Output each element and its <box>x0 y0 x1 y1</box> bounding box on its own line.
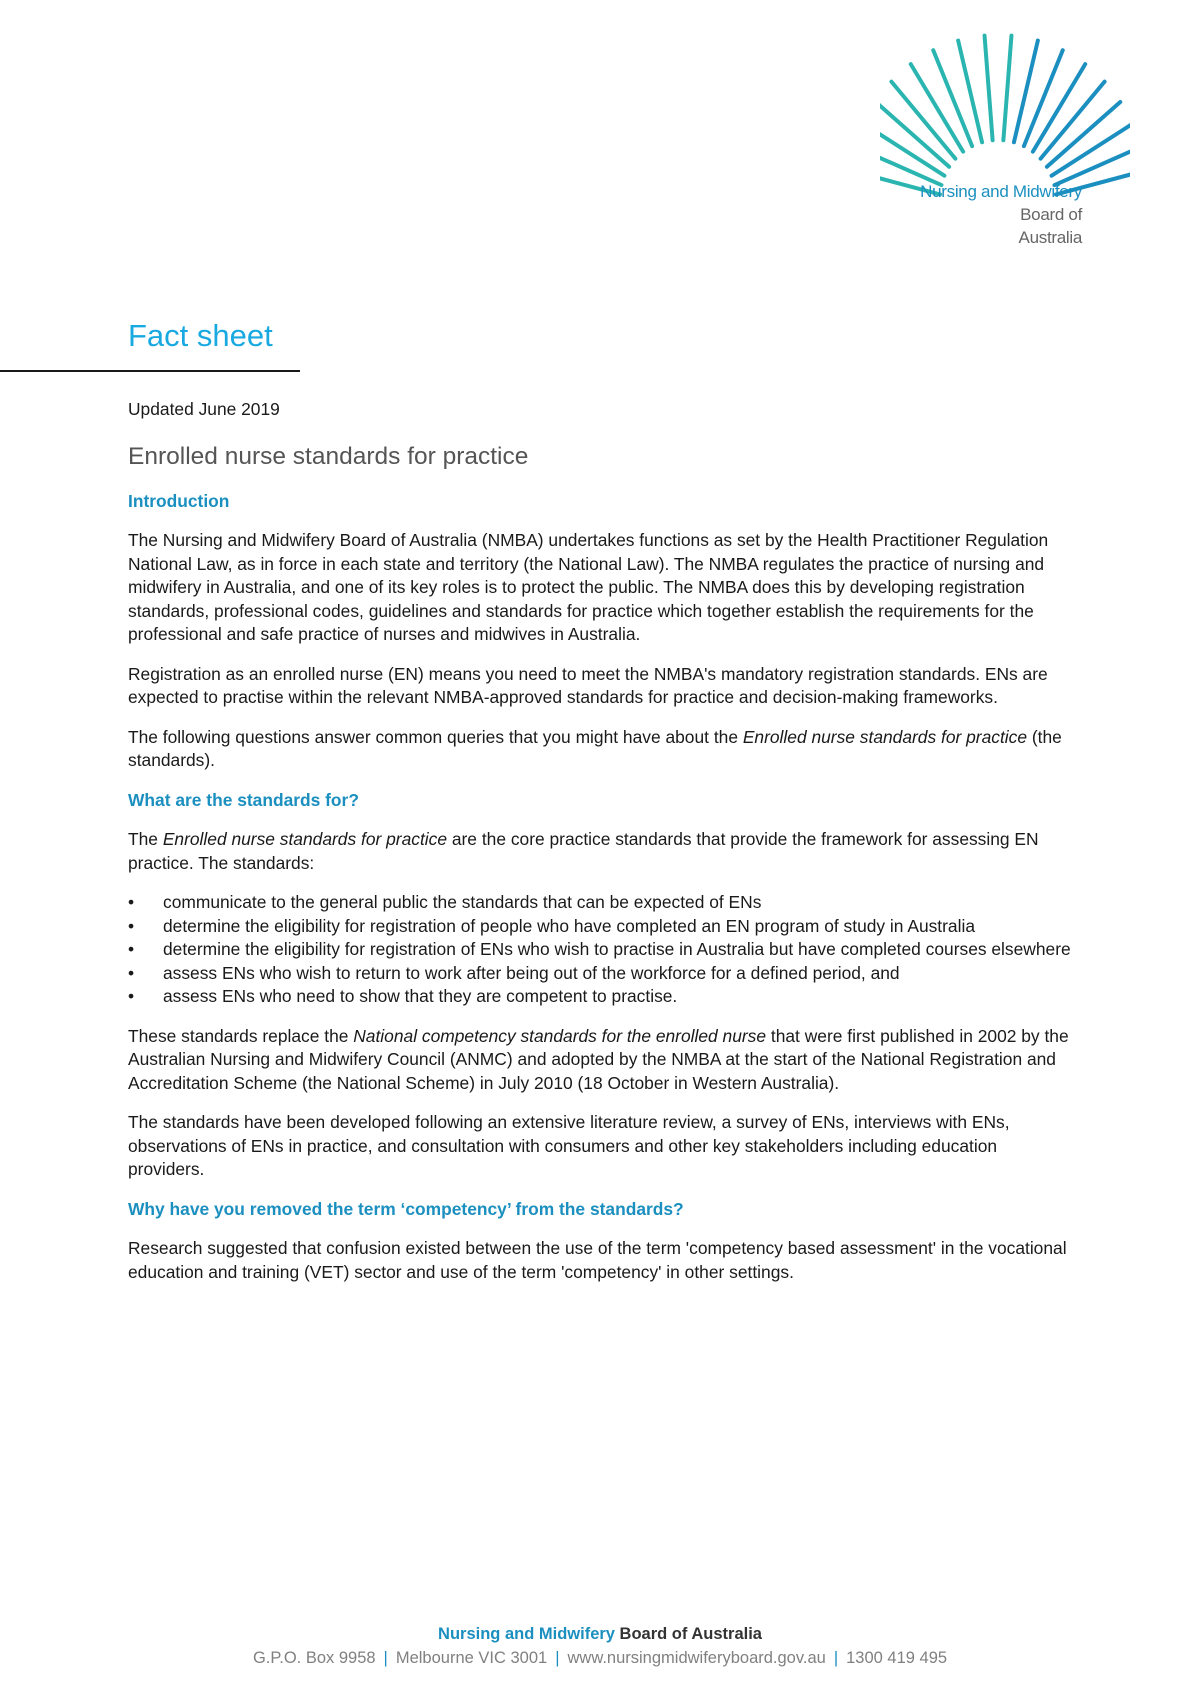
intro-paragraph-1: The Nursing and Midwifery Board of Australia (NMBA) undertakes functions as set by the Health Practitioner Regulation National Law, as in force in each state and territory (the National Law). The NMBA regulates the practice of nursing and midwifery in Australia, and one of its key roles is to protect the public. The NMBA does this by developing registration standards, professional codes, guidelines and standards for practice which together establish the requirements for the professional and safe practice of nurses and midwives in Australia. <box>128 530 1049 644</box>
document-body <box>128 398 1078 1300</box>
footer-organisation <box>0 1622 1200 1646</box>
footer-separator: | <box>383 1649 388 1667</box>
page-footer <box>0 1622 1200 1670</box>
list-item: • assess ENs who wish to return to work after being out of the workforce for a defined period, and <box>128 962 1078 986</box>
list-item: • determine the eligibility for registration of ENs who wish to practise in Australia but have completed courses elsewhere <box>128 938 1078 962</box>
text-run: (the standards). <box>128 726 1062 770</box>
footer-website-link[interactable]: www.nursingmidwiferyboard.gov.au <box>567 1649 826 1667</box>
nmba-logo <box>880 20 1130 260</box>
footer-org-blue: Nursing and Midwifery <box>438 1625 615 1643</box>
updated-date: Updated June 2019 <box>128 399 280 419</box>
text-run: The <box>128 829 163 849</box>
logo-wordmark <box>920 180 1082 249</box>
logo-ray <box>1014 41 1038 143</box>
logo-line-3: Australia <box>1018 228 1082 247</box>
heading-what-are-standards-for: What are the standards for? <box>128 789 359 810</box>
list-item: • assess ENs who need to show that they are competent to practise. <box>128 985 1078 1009</box>
logo-ray <box>985 36 993 141</box>
what-for-paragraph-3: The standards have been developed following an extensive literature review, a survey of ENs, interviews with ENs, observations of ENs in practice, and consultation with consumers and other key stakeholders including education providers. <box>128 1112 1010 1179</box>
title-divider <box>0 370 300 372</box>
logo-line-1: Nursing and Midwifery <box>920 182 1082 201</box>
intro-paragraph-3 <box>128 726 1078 773</box>
standards-title-italic: Enrolled nurse standards for practice <box>742 726 1028 747</box>
competency-paragraph-1: Research suggested that confusion existed between the use of the term 'competency based assessment' in the vocational education and training (VET) sector and use of the term 'competency' in other settings. <box>128 1238 1067 1282</box>
text-run: The following questions answer common queries that you might have about the <box>128 726 743 747</box>
footer-phone: 1300 419 495 <box>846 1649 948 1667</box>
logo-line-2: Board of <box>1020 205 1082 224</box>
heading-introduction: Introduction <box>128 490 230 511</box>
heading-competency-removed: Why have you removed the term ‘competency’ from the standards? <box>128 1198 684 1219</box>
page-title: Fact sheet <box>128 318 273 353</box>
standards-title-italic: Enrolled nurse standards for practice <box>162 829 448 849</box>
standards-purpose-list <box>128 891 1078 1009</box>
footer-address: G.P.O. Box 9958 <box>252 1649 376 1667</box>
text-run: These standards replace the <box>128 1025 354 1046</box>
text-run: that were first published in 2002 by the Australian Nursing and Midwifery Council (ANMC) and adopted by the NMBA at the start of the National Registration and Accreditation Scheme (the National Scheme) in July 2010 (18 October in Western Australia). <box>128 1025 1069 1093</box>
document-title: Enrolled nurse standards for practice <box>128 442 529 470</box>
logo-ray <box>1003 36 1011 141</box>
what-for-paragraph-2 <box>128 1025 1078 1096</box>
footer-contact-line <box>0 1646 1200 1670</box>
logo-ray <box>958 41 982 143</box>
footer-separator: | <box>555 1649 560 1667</box>
list-item: • determine the eligibility for registration of people who have completed an EN program of study in Australia <box>128 915 1078 939</box>
list-item: • communicate to the general public the standards that can be expected of ENs <box>128 891 1078 915</box>
footer-org-dark: Board of Australia <box>614 1625 762 1643</box>
footer-city: Melbourne VIC 3001 <box>395 1649 548 1667</box>
competency-standards-title-italic: National competency standards for the enrolled nurse <box>353 1025 767 1046</box>
text-run: are the core practice standards that provide the framework for assessing EN practice. The standards: <box>128 829 1039 873</box>
intro-paragraph-2: Registration as an enrolled nurse (EN) means you need to meet the NMBA's mandatory registration standards. ENs are expected to practise within the relevant NMBA-approved standards for practice and decision-making frameworks. <box>128 663 1048 707</box>
what-for-paragraph-1 <box>128 828 1078 875</box>
footer-separator: | <box>833 1649 839 1667</box>
